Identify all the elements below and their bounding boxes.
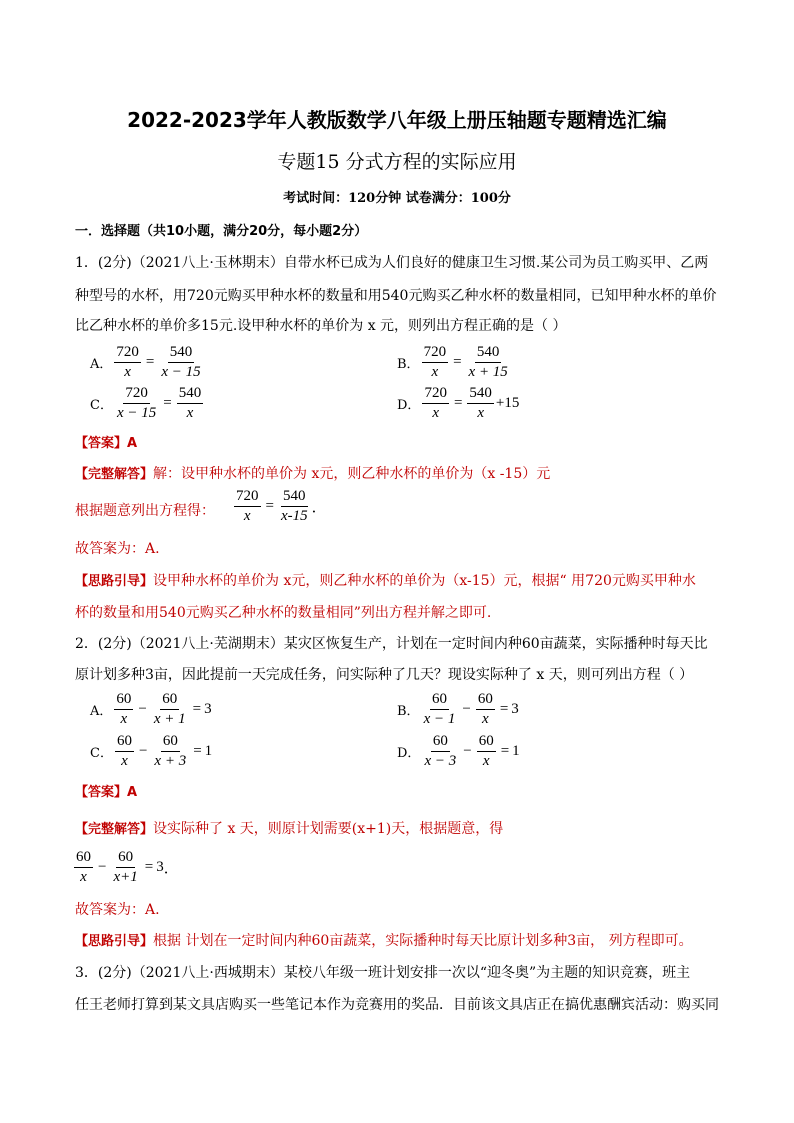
q2-answer — [75, 781, 137, 800]
fraction — [74, 848, 93, 887]
numerator: 60 — [160, 690, 179, 710]
hint-text: 设甲种水杯的单价为 x元，则乙种水杯的单价为（x-15）元，根据“ 用720元购买甲种水 — [153, 573, 696, 589]
fraction — [422, 343, 449, 382]
numerator: 60 — [476, 690, 495, 710]
solution-text: 解：设甲种水杯的单价为 x元，则乙种水杯的单价为（x -15）元 — [153, 466, 551, 482]
q1-line-2: 种型号的水杯，用720元购买甲种水杯的数量和用540元购买乙种水杯的数量相同，已知甲种水杯的单价 — [75, 288, 717, 304]
rhs: 3 — [156, 859, 164, 875]
q2-line-2: 原计划多种3亩，因此提前一天完成任务，问实际种了几天？现设实际种了 x 天，则可列出方程（ ） — [75, 667, 694, 683]
document-subtitle: 专题15 分式方程的实际应用 — [277, 151, 517, 173]
denominator: x-15 — [280, 508, 308, 524]
option-label: A． — [90, 704, 113, 719]
hint-text: 根据 计划在一定时间内种60亩蔬菜，实际播种时每天比原计划多种3亩， 列方程即可。 — [153, 933, 693, 949]
expression-tail: +15 — [495, 395, 520, 411]
denominator: x — [243, 508, 251, 524]
fraction — [114, 343, 141, 382]
q2-option-d[interactable]: D． $\frac{60}{x - 3}$ − $\frac{60}{x}$ = 1 — [397, 733, 520, 769]
rhs: 1 — [512, 743, 520, 759]
exam-meta: 考试时间：120分钟 试卷满分：100分 — [283, 191, 511, 206]
q2-solution — [75, 818, 503, 838]
numerator: 720 — [123, 384, 150, 404]
q1-line-1: 1．(2分)（2021八上·玉林期末）自带水杯已成为人们良好的健康卫生习惯.某公司为员工购买甲、乙两 — [75, 255, 709, 271]
fraction — [111, 848, 139, 887]
hint-tag: 【思路引导】 — [75, 934, 154, 949]
numerator: 60 — [431, 732, 450, 752]
fraction — [234, 487, 261, 526]
q2-line-1: 2．(2分)（2021八上·芜湖期末）某灾区恢复生产，计划在一定时间内种60亩蔬菜，实际播种时每天比 — [75, 636, 708, 652]
denominator: x — [481, 711, 489, 727]
numerator: 540 — [475, 343, 502, 363]
solution-tag: 【完整解答】 — [75, 467, 154, 482]
denominator: x — [80, 869, 87, 885]
fraction — [159, 343, 202, 382]
denominator: x — [482, 753, 490, 769]
numerator: 540 — [177, 384, 204, 404]
rhs: 3 — [204, 701, 212, 717]
option-label: D． — [397, 398, 421, 413]
q2-option-c[interactable]: C． $\frac{60}{x}$ − $\frac{60}{x + 3}$ = 1 — [90, 733, 213, 769]
fraction — [422, 690, 458, 729]
q1-hint-line-1 — [75, 570, 696, 590]
numerator: 60 — [477, 732, 496, 752]
q1-solution — [75, 463, 550, 483]
numerator: 720 — [234, 487, 261, 507]
option-label: C． — [90, 398, 113, 413]
answer-tag: 【答案】 — [75, 436, 128, 451]
q2-hint — [75, 930, 693, 950]
denominator: x + 15 — [468, 364, 508, 380]
solution-tag: 【完整解答】 — [75, 822, 154, 837]
denominator: x − 15 — [116, 405, 157, 421]
answer-tag: 【答案】 — [75, 785, 128, 800]
option-label: C． — [90, 746, 113, 761]
punctuation: ． — [311, 500, 327, 516]
fraction — [115, 384, 158, 423]
q1-option-b[interactable]: B． $\frac{720}{x}$ = $\frac{540}{x + 15}$ — [397, 344, 508, 380]
q2-solution-equation: $\frac{60}{x}$ − $\frac{60}{x+1}$ = 3 ． — [76, 849, 179, 885]
fraction — [152, 732, 188, 771]
option-label: B． — [397, 704, 420, 719]
q1-option-d[interactable]: D． $\frac{720}{x}$ = $\frac{540}{x}$ +15 — [397, 385, 520, 421]
document-title: 2022-2023学年人教版数学八年级上册压轴题专题精选汇编 — [127, 108, 667, 132]
hint-tag: 【思路引导】 — [75, 574, 154, 589]
numerator: 720 — [114, 343, 141, 363]
denominator: x — [121, 753, 128, 769]
option-label: B． — [397, 357, 420, 372]
numerator: 60 — [116, 848, 135, 868]
fraction — [279, 487, 310, 526]
numerator: 540 — [281, 487, 308, 507]
q1-conclusion: 故答案为：A. — [75, 541, 160, 557]
numerator: 540 — [168, 343, 195, 363]
fraction — [422, 384, 449, 423]
q3-line-2: 任王老师打算到某文具店购买一些笔记本作为竞赛用的奖品．目前该文具店正在搞优惠酬宾活动：购买同 — [75, 997, 719, 1013]
denominator: x − 15 — [161, 364, 201, 380]
q1-option-c[interactable]: C． $\frac{720}{x - 15}$ = $\frac{540}{x}$ — [90, 385, 202, 421]
denominator: x − 3 — [424, 753, 457, 769]
denominator: x + 3 — [154, 753, 187, 769]
q2-option-a[interactable]: A． $\frac{60}{x}$ − $\frac{60}{x + 1}$ = 3 — [90, 691, 212, 727]
denominator: x+1 — [113, 869, 138, 885]
denominator: x — [431, 364, 439, 380]
fraction — [467, 384, 494, 423]
rhs: 3 — [511, 701, 519, 717]
fraction — [177, 384, 204, 423]
fraction — [422, 732, 458, 771]
denominator: x — [124, 364, 131, 380]
solution-text: 设实际种了 x 天，则原计划需要(x+1)天，根据题意，得 — [153, 821, 504, 837]
numerator: 60 — [430, 690, 449, 710]
numerator: 540 — [467, 384, 494, 404]
numerator: 60 — [74, 848, 93, 868]
q1-option-a[interactable]: A． $\frac{720}{x}$ = $\frac{540}{x - 15}$ — [90, 344, 201, 380]
q1-line-3: 比乙种水杯的单价多15元.设甲种水杯的单价为 x 元，则列出方程正确的是（ ） — [75, 318, 567, 334]
fraction — [115, 732, 134, 771]
answer-value: A — [127, 436, 138, 451]
rhs: 1 — [204, 743, 213, 759]
denominator: x — [477, 405, 484, 421]
fraction — [152, 690, 188, 729]
option-label: A． — [90, 357, 113, 372]
option-label: D． — [397, 746, 421, 761]
numerator: 60 — [161, 732, 180, 752]
q2-conclusion: 故答案为：A. — [75, 902, 160, 918]
punctuation: ． — [163, 861, 179, 877]
denominator: x + 1 — [153, 711, 186, 727]
q1-answer — [75, 432, 137, 451]
denominator: x — [186, 405, 194, 421]
numerator: 60 — [114, 690, 133, 710]
fraction — [467, 343, 510, 382]
fraction — [476, 690, 495, 729]
denominator: x — [432, 405, 440, 421]
q1-hint-line-2: 杯的数量和用540元购买乙种水杯的数量相同”列出方程并解之即可. — [75, 605, 492, 621]
q3-line-1: 3．(2分)（2021八上·西城期末）某校八年级一班计划安排一次以“迎冬奥”为主题的知识竞赛，班主 — [75, 965, 691, 981]
section-heading: 一．选择题（共10小题，满分20分，每小题2分） — [75, 224, 368, 239]
q1-equation-intro: 根据题意列出方程得： — [75, 503, 215, 519]
denominator: x − 1 — [423, 711, 456, 727]
q2-option-b[interactable]: B． $\frac{60}{x - 1}$ − $\frac{60}{x}$ = 3 — [397, 691, 519, 727]
fraction — [477, 732, 496, 771]
fraction — [114, 690, 133, 729]
numerator: 720 — [422, 384, 449, 404]
denominator: x — [120, 711, 128, 727]
answer-value: A — [127, 785, 138, 800]
q1-solution-equation: $\frac{720}{x}$ = $\frac{540}{x-15}$ ． — [236, 488, 327, 524]
numerator: 720 — [422, 343, 449, 363]
numerator: 60 — [115, 732, 134, 752]
